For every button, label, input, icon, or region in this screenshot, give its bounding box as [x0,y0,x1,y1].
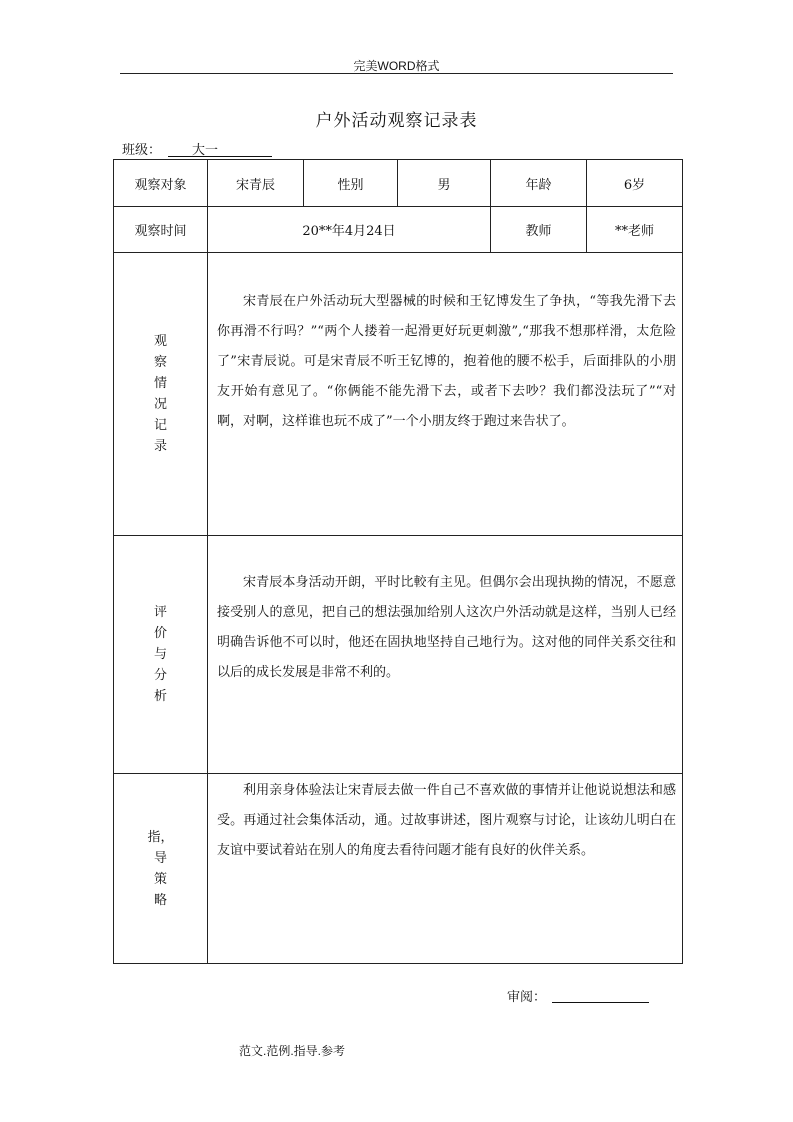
label-char: 略 [153,892,167,908]
label-char: 析 [153,689,167,704]
label-char: 录 [153,439,167,454]
observation-label [114,253,208,536]
label-char: 策 [153,871,167,887]
label-char: 与 [153,647,167,662]
age-value: 6岁 [587,160,683,207]
observation-text: 宋青辰在户外活动玩大型器械的时候和王钇博发生了争执，“等我先滑下去你再滑不行吗？”“两个人搂着一起滑更好玩更刺激”,“那我不想那样滑，太危险了”宋青辰说。可是宋青辰不听王钇博的，抱着他的腰不松手，后面排队的小朋友开始有意见了。“你俩能不能先滑下去，或者下去吵？我们都没法玩了”“对啊，对啊，这样谁也玩不成了”一个小朋友终于跑过来告状了。 [217,294,676,429]
page-footer: 范文.范例.指导.参考 [239,1044,346,1058]
label-char: 价 [153,626,167,641]
strategy-text: 利用亲身体验法让宋青辰去做一件自己不喜欢做的事情并让他说说想法和感受。再通过社会集体活动，通。过故事讲述，图片观察与讨论，让该幼儿明白在友谊中要试着站在别人的角度去看待问题才能有良好的伙伴关系。 [217,783,676,858]
time-value: 20**年4月24日 [208,207,491,253]
label-char: 观 [153,334,167,349]
label-char: 况 [153,397,167,412]
time-label: 观察时间 [114,207,208,253]
table-row-time [114,207,683,253]
gender-value: 男 [398,160,491,207]
teacher-label: 教师 [491,207,587,253]
label-char: 导 [153,850,167,866]
subject-value: 宋青辰 [208,160,304,207]
analysis-text: 宋青辰本身活动开朗，平时比較有主见。但偶尔会出现执拗的情况，不愿意接受别人的意见，把自己的想法强加给别人这次户外活动就是这样，当别人已经明确告诉他不可以时，他还在固执地坚持自己地行为。这对他的同伴关系交往和以后的成长发展是非常不利的。 [217,575,676,680]
review-signature-line [552,1002,649,1003]
label-char: 指， [147,829,174,845]
label-char: 察 [153,355,167,370]
strategy-label [114,774,208,964]
strategy-content [208,774,683,964]
age-label: 年龄 [491,160,587,207]
table-row-analysis [114,536,683,774]
label-char: 评 [153,605,167,620]
subject-label: 观察对象 [114,160,208,207]
label-char: 分 [153,668,167,683]
label-char: 情 [153,376,167,391]
review-label: 审阅： [507,990,547,1005]
label-char: 记 [153,418,167,433]
analysis-label [114,536,208,774]
table-row-strategy [114,774,683,964]
teacher-value: **老师 [587,207,683,253]
observation-record-table [113,159,683,964]
header-rule [120,73,673,74]
page-header: 完美WORD格式 [353,59,440,73]
table-row-subject [114,160,683,207]
class-value: 大一 [168,139,272,157]
document-title: 户外活动观察记录表 [315,111,478,131]
class-label: 班级： [122,143,162,158]
observation-content [208,253,683,536]
analysis-content [208,536,683,774]
gender-label: 性别 [304,160,398,207]
table-row-observation [114,253,683,536]
